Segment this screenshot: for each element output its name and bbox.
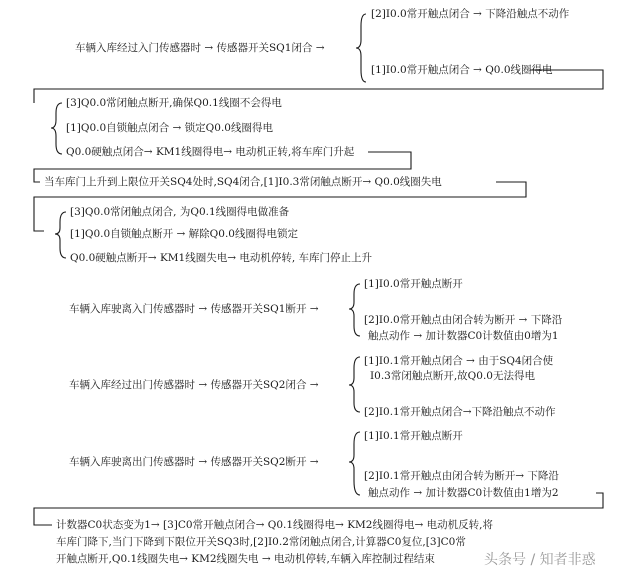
s2-line-1: [3]Q0.0常闭触点断开,确保Q0.1线圈不会得电 xyxy=(66,97,282,109)
s6-branch-1a: [1]I0.1常开触点闭合 → 由于SQ4闭合使 xyxy=(364,355,554,367)
s1-branch-1: [2]I0.0常开触点闭合 → 下降沿触点不动作 xyxy=(371,8,570,20)
s2-line-2: [1]Q0.0自锁触点闭合 → 锁定Q0.0线圈得电 xyxy=(66,122,273,134)
s7-branch-2a: [2]I0.1常开触点由闭合转为断开→ 下降沿 xyxy=(364,470,559,482)
s6-branch-1b: I0.3常闭触点断开,故Q0.0无法得电 xyxy=(370,370,535,382)
s3-line: 当车库门上升到上限位开关SQ4处时,SQ4闭合,[1]I0.3常闭触点断开→ Q0.0线圈失电 xyxy=(44,176,442,188)
s6-branch-2: [2]I0.1常开触点闭合→下降沿触点不动作 xyxy=(364,406,556,418)
s1-main-text: 车辆入库经过入门传感器时 → 传感器开关SQ1闭合 → xyxy=(75,42,325,54)
s8-line-1: 计数器C0状态变为1→ [3]C0常开触点闭合→ Q0.1线圈得电→ KM2线圈得电→ 电动机反转,将 xyxy=(56,519,493,531)
s4-line-3: Q0.0硬触点断开→ KM1线圈失电→ 电动机停转, 车库门停止上升 xyxy=(70,252,373,264)
s7-branch-2b: 触点动作 → 加计数器C0计数值由1增为2 xyxy=(368,487,559,499)
s5-main-text: 车辆入库驶离入门传感器时 → 传感器开关SQ1断开 → xyxy=(69,303,319,315)
s1-branch-2: [1]I0.0常开触点闭合 → Q0.0线圈得电 xyxy=(371,64,553,76)
s4-line-1: [3]Q0.0常闭触点闭合, 为Q0.1线圈得电做准备 xyxy=(70,206,290,218)
s8-line-3: 开触点断开,Q0.1线圈失电→ KM2线圈失电 → 电动机停转,车辆入库控制过程结束 xyxy=(56,553,435,565)
s6-main-text: 车辆入库经过出门传感器时 → 传感器开关SQ2闭合 → xyxy=(69,379,319,391)
s5-branch-2a: [2]I0.0常开触点由闭合转为断开 → 下降沿 xyxy=(364,314,563,326)
s7-main-text: 车辆入库驶离出门传感器时 → 传感器开关SQ2断开 → xyxy=(69,456,319,468)
s7-branch-1: [1]I0.1常开触点断开 xyxy=(364,430,463,442)
watermark-text: 头条号 / 知者非惑 xyxy=(484,552,596,568)
s5-branch-1: [1]I0.0常开触点断开 xyxy=(364,278,463,290)
s4-line-2: [1]Q0.0自锁触点断开 → 解除Q0.0线圈得电锁定 xyxy=(70,228,298,240)
s8-line-2: 车库门降下,当门下降到下限位开关SQ3时,[2]I0.2常闭触点闭合,计算器C0复位,[3]C0常 xyxy=(56,536,466,548)
s2-line-3: Q0.0硬触点闭合→ KM1线圈得电→ 电动机正转,将车库门升起 xyxy=(66,146,355,158)
s5-branch-2b: 触点动作 → 加计数器C0计数值由0增为1 xyxy=(368,330,559,342)
